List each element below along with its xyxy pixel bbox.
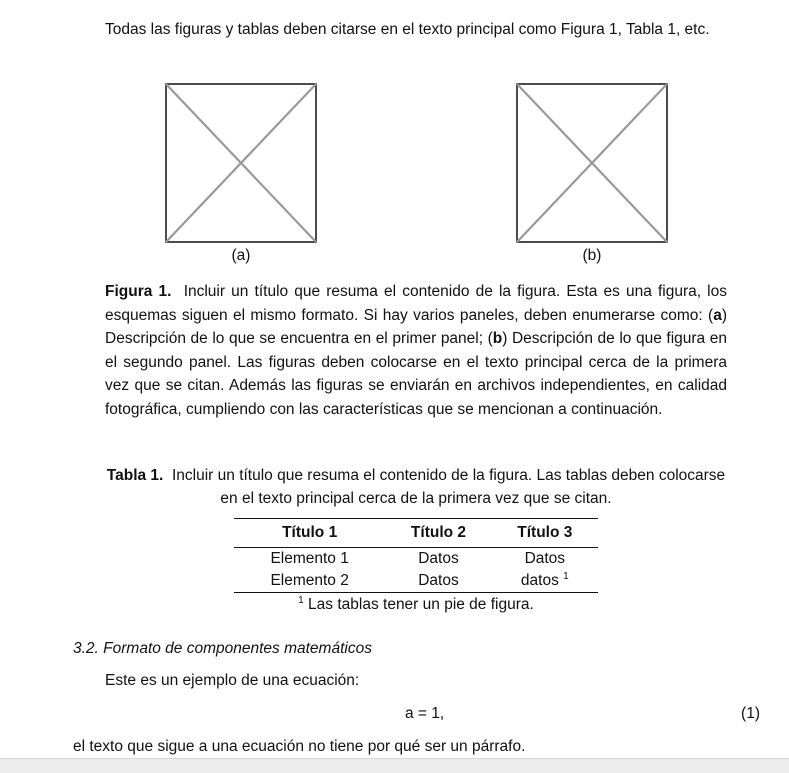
table-header-cell: Título 3 bbox=[492, 519, 598, 548]
equation: a = 1, bbox=[405, 705, 445, 722]
table-cell-text: datos bbox=[520, 572, 559, 589]
section-heading: 3.2. Formato de componentes matemáticos bbox=[73, 640, 372, 657]
figure-caption-text-3: ) Descripción de lo que figura en el segundo panel. Las figuras deben colocarse en el texto principal cerca de la primera vez que se citan. Además las figuras se enviarán en archivos independientes, en calidad fotográfica, cumpliendo con las características que se mencionan a continuación. bbox=[105, 330, 727, 418]
table-caption-text: Incluir un título que resuma el contenido de la figura. Las tablas deben colocarse en el texto principal cerca de la primera vez que se citan. bbox=[172, 467, 726, 507]
table-caption-label: Tabla 1. bbox=[106, 467, 164, 484]
table-footnote bbox=[234, 595, 598, 615]
equation-intro: Este es un ejemplo de una ecuación: bbox=[105, 672, 360, 689]
equation-number: (1) bbox=[741, 705, 760, 722]
table-footnote-text: Las tablas tener un pie de figura. bbox=[308, 596, 534, 613]
placeholder-image-b bbox=[516, 83, 668, 243]
table-row bbox=[234, 570, 598, 593]
figure-caption-text-2: ) Descripción de lo que se encuentra en el primer panel; ( bbox=[105, 306, 727, 347]
after-equation-paragraph: el texto que sigue a una ecuación no tiene por qué ser un párrafo. bbox=[73, 738, 526, 755]
intro-paragraph: Todas las figuras y tablas deben citarse en el texto principal como Figura 1, Tabla 1, etc. bbox=[105, 21, 710, 38]
figure-caption-text-1: Incluir un título que resuma el contenido de la figura. Esta es una figura, los esquemas siguen el mismo formato. Si hay varios paneles, deben enumerarse como: ( bbox=[105, 283, 727, 324]
figure-caption-label: Figura 1. bbox=[105, 283, 172, 300]
table-cell: Datos bbox=[524, 550, 566, 567]
table-cell: Elemento 2 bbox=[234, 570, 385, 593]
figure-panel-b bbox=[516, 83, 668, 265]
figure-caption-a: a bbox=[713, 306, 722, 324]
table-cell: Datos bbox=[418, 550, 459, 567]
table-cell: Datos bbox=[385, 570, 491, 593]
figure-caption-b: b bbox=[492, 330, 503, 347]
table-footnote-mark: 1 bbox=[298, 594, 304, 606]
table-header-cell: Título 2 bbox=[385, 519, 491, 548]
table-cell: Elemento 1 bbox=[270, 550, 349, 567]
table-cell bbox=[492, 570, 598, 593]
footnote-marker: 1 bbox=[563, 570, 569, 582]
figure-caption bbox=[105, 280, 727, 421]
table-caption bbox=[105, 464, 727, 510]
window-bottom-bar bbox=[0, 758, 789, 773]
panel-a-label: (a) bbox=[231, 247, 251, 264]
figure-panel-a bbox=[165, 83, 317, 265]
placeholder-image-a bbox=[165, 83, 317, 243]
table-row bbox=[234, 548, 598, 571]
table-header-row bbox=[234, 519, 598, 548]
data-table bbox=[234, 518, 598, 593]
table-header-cell: Título 1 bbox=[234, 519, 385, 548]
panel-b-label: (b) bbox=[582, 247, 602, 264]
